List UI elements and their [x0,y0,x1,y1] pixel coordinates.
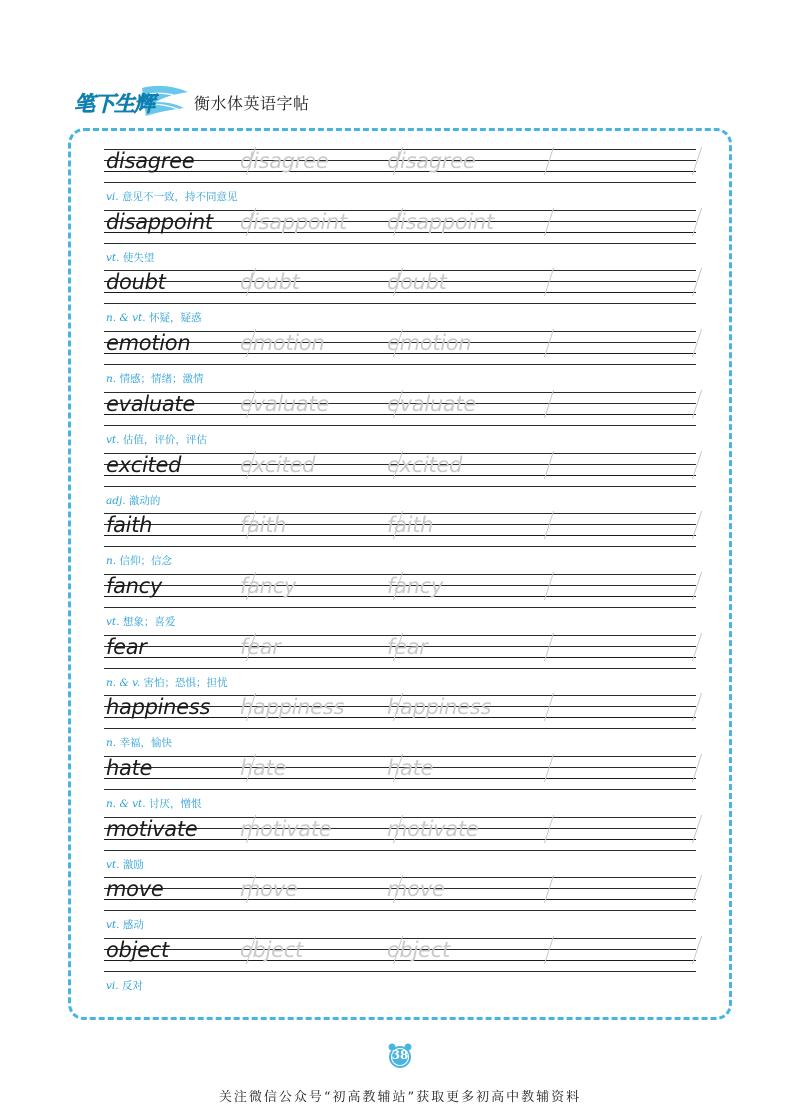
meaning: 怀疑，疑惑 [148,312,202,325]
entry-word: excited [106,452,182,477]
meaning: 信仰；信念 [119,555,172,568]
entry-word: fancy [106,573,163,598]
entry-definition [106,857,144,872]
word-entry [104,390,696,450]
entry-word: happiness [106,695,211,720]
trace-word: evaluate [240,391,329,416]
trace-word: object [240,938,303,963]
trace-word: fancy [387,573,444,598]
meaning: 意见不一致，持不同意见 [121,191,238,203]
trace-word: fancy [240,573,297,598]
logo-text: 笔下生辉 [74,91,154,116]
meaning: 使失望 [122,251,155,264]
part-of-speech: vt. [106,919,120,932]
word-entry [104,572,696,632]
brand-logo [72,82,190,122]
entry-word: faith [106,513,153,538]
trace-word: disagree [240,149,329,173]
entry-word: emotion [106,331,191,356]
page-title: 衡水体英语字帖 [194,94,310,113]
entry-definition [106,310,201,325]
entry-definition [106,796,201,811]
trace-word: excited [387,452,463,477]
trace-word: move [240,877,298,902]
part-of-speech: n. & vt. [106,798,146,810]
entry-word: doubt [106,270,166,295]
trace-word: object [387,938,450,963]
entry-definition [106,675,228,690]
meaning: 情感；情绪；激情 [119,373,204,386]
entry-word: move [106,877,164,902]
word-entry [104,268,696,328]
word-entry [104,208,696,268]
trace-word: doubt [387,270,447,295]
meaning: 幸福，愉快 [119,737,172,750]
entry-word: fear [106,634,147,659]
trace-word: hate [387,756,434,780]
trace-word: hate [240,756,287,780]
entry-word: disappoint [106,209,213,234]
page-number-badge [386,1042,414,1070]
part-of-speech: vt. [106,858,120,871]
trace-word: emotion [240,331,325,356]
part-of-speech: vi. [106,191,119,203]
word-entry [104,511,696,571]
trace-word: evaluate [387,391,476,416]
entry-definition [106,553,172,568]
trace-word: emotion [387,331,472,356]
meaning: 讨厌，憎恨 [148,798,202,810]
meaning: 害怕；恐惧；担忧 [143,676,228,689]
trace-word: doubt [240,270,300,295]
trace-word: faith [240,513,287,538]
entry-definition [106,432,207,447]
entry-definition [106,371,203,386]
trace-word: fear [387,634,428,659]
meaning: 想象；喜爱 [122,615,176,628]
entry-word: disagree [106,149,195,173]
part-of-speech: n. [106,737,117,750]
trace-word: disagree [387,149,476,173]
entry-definition [106,189,237,204]
footer-note: 关注微信公众号“初高教辅站”获取更多初高中教辅资料 [218,1090,582,1105]
trace-word: happiness [240,695,345,720]
word-entry [104,147,696,207]
trace-word: faith [387,513,434,538]
part-of-speech: n. [106,555,117,568]
word-entry [104,329,696,389]
trace-word: motivate [387,816,479,841]
trace-word: excited [240,452,316,477]
entry-word: evaluate [106,391,195,416]
trace-word: fear [240,634,281,659]
meaning: 估值，评价，评估 [122,433,207,446]
part-of-speech: vt. [106,433,120,446]
meaning: 激励 [122,858,144,871]
part-of-speech: adj. [106,494,126,507]
page-number: 38 [391,1048,409,1062]
word-entry [104,754,696,814]
trace-word: move [387,877,445,902]
part-of-speech: n. [106,373,117,386]
part-of-speech: vt. [106,615,120,628]
trace-word: disappoint [240,209,347,234]
word-entry [104,875,696,935]
word-entry [104,451,696,511]
entry-word: motivate [106,816,198,841]
entry-definition [106,614,175,629]
meaning: 激动的 [128,494,161,507]
word-entry [104,633,696,693]
part-of-speech: n. & vt. [106,312,146,325]
meaning: 反对 [121,980,143,993]
entry-word: hate [106,756,153,780]
trace-word: motivate [240,816,332,841]
trace-word: happiness [387,695,492,720]
meaning: 感动 [122,919,144,932]
page-header [72,78,310,122]
entry-definition [106,493,160,508]
part-of-speech: vt. [106,251,120,264]
entry-word: object [106,938,169,963]
part-of-speech: n. & v. [106,676,141,689]
word-entry [104,815,696,875]
entry-definition [106,917,144,932]
word-entry [104,693,696,753]
trace-word: disappoint [387,209,494,234]
entry-definition [106,735,172,750]
entry-definition [106,250,154,265]
part-of-speech: vi. [106,980,119,993]
word-entry [104,936,696,996]
entry-definition [106,978,143,993]
